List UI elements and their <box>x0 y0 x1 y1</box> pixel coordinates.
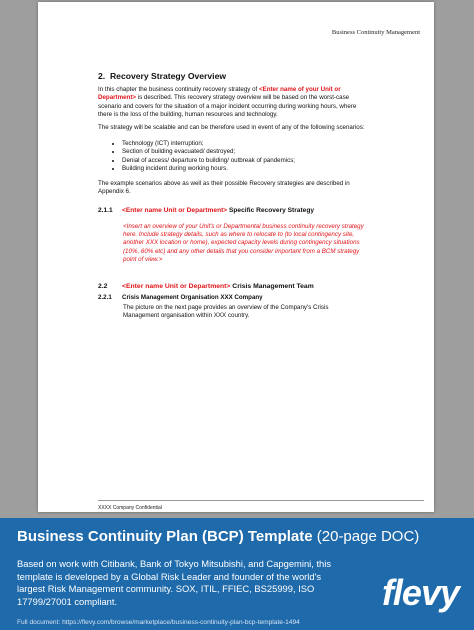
strategy-placeholder-note: <Insert an overview of your Unit's or Departmental business continuity recovery strategy here. Include strategy details, such as where to relocate to (to local contingency site, another XXX location or home), expected capacity levels during contingency situations (10%, 60% etc) and any other details that you consider important from a BCM strategy point of view.> <box>123 223 364 263</box>
section-heading <box>98 71 226 81</box>
scenario-list <box>98 140 295 173</box>
subsection-2-2-heading: 2.2 <Enter name Unit or Department> Crisis Management Team <box>98 283 314 290</box>
section-title: Recovery Strategy Overview <box>109 71 227 81</box>
list-item: • Building incident during working hours. <box>122 165 295 173</box>
footer-divider <box>98 500 424 501</box>
strategy-paragraph: The strategy will be scalable and can be therefore used in event of any of the following scenarios: <box>98 124 365 131</box>
running-header: Business Continuity Management <box>331 29 420 36</box>
promo-banner <box>0 518 474 630</box>
appendix-paragraph: The example scenarios above as well as their possible Recovery strategies are described in Appendix 6. <box>98 180 350 196</box>
intro-paragraph: In this chapter the business continuity recovery strategy of <Enter name of your Unit or Department> is described. This recovery strategy overview will be based on the worst-case scenario and covers for the situation of a major incident occurring during working hours, where there is the loss of the building, human resources and technology. <box>98 86 357 118</box>
page-footer: XXXX Company Confidential <box>98 505 162 511</box>
full-document-link[interactable]: Full document: https://flevy.com/browse/marketplace/business-continuity-plan-bcp-template-1494 <box>17 619 300 626</box>
list-item: • Denial of access/ departure to building/ outbreak of pandemics; <box>122 157 295 165</box>
subsection-2-1-1-heading: 2.1.1 <Enter name Unit or Department> Specific Recovery Strategy <box>98 207 315 214</box>
list-item: • Technology (ICT) interruption; <box>122 140 295 148</box>
subsection-2-2-1-heading: 2.2.1 Crisis Management Organisation XXX Company <box>98 294 263 301</box>
banner-description: Based on work with Citibank, Bank of Tokyo Mitsubishi, and Capgemini, this template is developed by a Global Risk Leader and founder of the world's largest Risk Management community. SOX, ITIL, FFIEC, BS25999, ISO 17799/27001 compliant. <box>17 558 332 607</box>
flevy-logo[interactable]: flevy <box>381 572 459 613</box>
crisis-org-paragraph: The picture on the next page provides an overview of the Company's Crisis Management organisation within XXX country. <box>123 304 329 320</box>
section-number: 2. <box>98 71 106 81</box>
banner-title: Business Continuity Plan (BCP) Template (20-page DOC) <box>17 528 420 545</box>
list-item: • Section of building evacuated/ destroyed; <box>122 148 295 156</box>
placeholder-unit: <Enter name of your Unit or Department> <box>98 86 341 102</box>
